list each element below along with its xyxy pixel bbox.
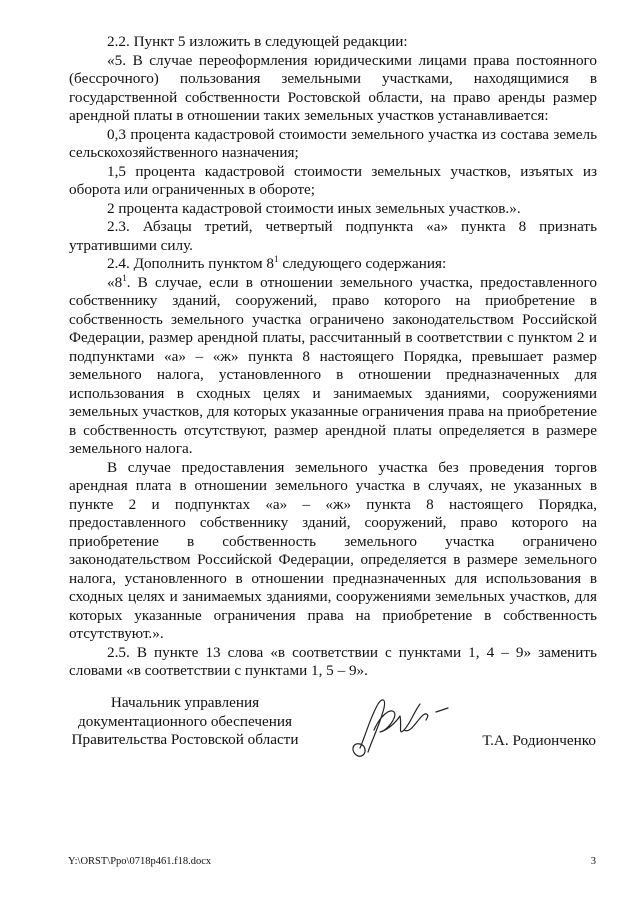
page-number: 3 xyxy=(590,856,596,867)
paragraph-point-5-text: «5. В случае переоформления юридическими лицами права постоянного (бессрочного) пользования земельными участками, находящимися в государственной собственности Ростовской области, на право аренды размер арендной платы в отношении таких земельных участков устанавливается: xyxy=(69,51,597,124)
signatory-name: Т.А. Родионченко xyxy=(482,732,596,749)
paragraph-point-8-1-second: В случае предоставления земельного участка без проведения торгов арендная плата в отношении земельного участка в случаях, не указанных в пункте 2 и подпунктах «а» – «ж» пункта 8 настоящего Порядка, предоставленного собственнику зданий, сооружений, право которого на приобретение в собственность земельного участка ограничено законодательством Российской Федерации, определяется в размере земельного налога, установленного в отношении предназначенных для использования в сходных целях и занимаемых зданиями, сооружениями земельных участков, для которых указанные ограничения права на приобретение в собственность отсутствуют.». xyxy=(69,458,597,642)
handwritten-signature xyxy=(340,686,460,766)
signatory-title: Начальник управления документационного обеспечения Правительства Ростовской области xyxy=(71,694,299,748)
document-body xyxy=(69,33,597,681)
paragraph-2-5: 2.5. В пункте 13 слова «в соответствии с пунктами 1, 4 – 9» заменить словами «в соответствии с пунктами 1, 5 – 9». xyxy=(69,643,597,679)
paragraph-point-8-1: «$8^1$. В случае, если в отношении земельного участка, предоставленного собственнику зданий, сооружений, право которого на приобретение в собственность земельного участка ограничено законодательством Российской Федерации, размер арендной платы, рассчитанный в соответствии с пунктом 2 и подпунктами «а» – «ж» пункта 8 настоящего Порядка, превышает размер земельного налога, установленного в отношении предназначенных для использования в сходных целях и занимаемых зданиями, сооружениями земельных участков, для которых указанные ограничения права на приобретение в собственность отсутствуют, размер арендной платы определяется в размере земельного налога. xyxy=(69,272,597,457)
footer-file-path: Y:\ORST\Ppo\0718p461.f18.docx xyxy=(68,856,212,867)
superscript: 1 xyxy=(122,272,127,283)
paragraph-2-2: 2.2. Пункт 5 изложить в следующей редакции: xyxy=(107,33,408,50)
paragraph-rate-2: 2 процента кадастровой стоимости иных земельных участков.». xyxy=(107,199,521,217)
paragraph-2-4: 2.4. Дополнить пунктом $8^1$ следующего содержания: xyxy=(107,253,447,272)
superscript: 1 xyxy=(274,253,279,264)
paragraph-2-3: 2.3. Абзацы третий, четвертый подпункта «а» пункта 8 признать утратившими силу. xyxy=(69,218,597,254)
paragraph-rate-0-3: 0,3 процента кадастровой стоимости земельного участка из состава земель сельскохозяйственного назначения; xyxy=(69,125,597,161)
paragraph-rate-1-5: 1,5 процента кадастровой стоимости земельных участков, изъятых из оборота или ограниченных в обороте; xyxy=(69,162,597,198)
